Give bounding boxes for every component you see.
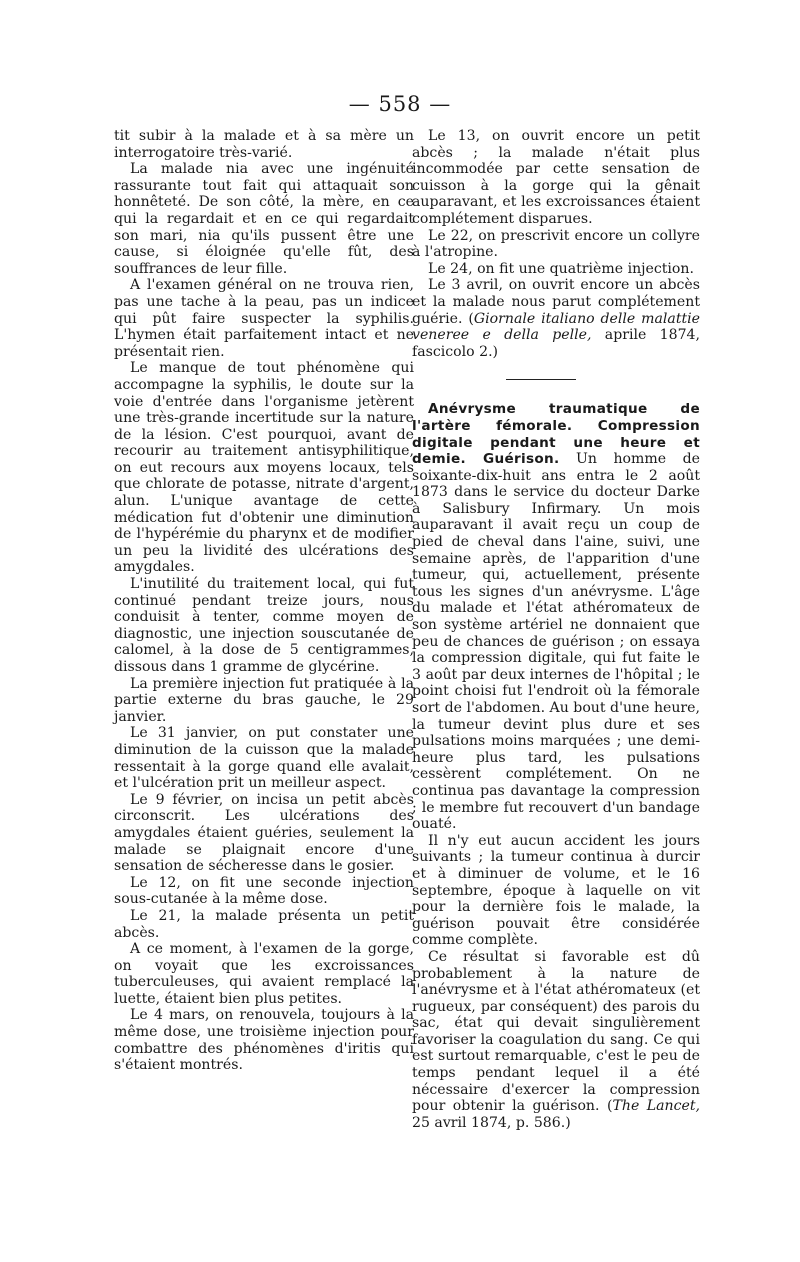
page-number: — 558 — [348, 92, 452, 116]
left-column [114, 128, 414, 1074]
paragraph: Il n'y eut aucun accident les jours suivants ; la tumeur continua à durcir et à diminuer de volume, et le 16 septembre, époque à laquelle on vit pour la dernière fois le malade, la guérison pouvait être considérée comme complète. [412, 832, 700, 949]
paragraph: L'inutilité du traitement local, qui fut continué pendant treize jours, nous conduisit à tenter, comme moyen de diagnostic, une injection souscutanée de calomel, à la dose de 5 centigrammes, dissous dans 1 gramme de glycérine. [114, 576, 414, 675]
paragraph-text: 25 avril 1874, p. 586.) [412, 1114, 571, 1131]
paragraph: Le 4 mars, on renouvela, toujours à la même dose, une troisième injection pour combattre des phénomènes d'iritis qui s'étaient montrés. [114, 1007, 414, 1074]
paragraph: Le manque de tout phénomène qui accompagne la syphilis, le doute sur la voie d'entrée dans l'organisme jetèrent une très-grande incertitude sur la nature de la lésion. C'est pourquoi, avant de recourir au traitement antisyphilitique, on eut recours aux moyens locaux, tels que chlorate de potasse, nitrate d'argent, alun. L'unique avantage de cette médication fut d'obtenir une diminution de l'hypérémie du pharynx et de modifier un peu la lividité des ulcérations des amygdales. [114, 360, 414, 576]
paragraph: La première injection fut pratiquée à la partie externe du bras gauche, le 29 janvier. [114, 675, 414, 725]
paragraph: Le 22, on prescrivit encore un collyre à l'atropine. [412, 227, 700, 261]
paragraph: Le 9 février, on incisa un petit abcès circonscrit. Les ulcérations des amygdales étaient guéries, seulement la malade se plaignait encore d'une sensation de sécheresse dans le gosier. [114, 791, 414, 875]
paragraph [412, 277, 700, 360]
source-citation: Giornale italiano delle malattie veneree e della pelle, [412, 310, 700, 344]
article-heading: Anévrysme traumatique de l'artère fémorale. Compression digitale pendant une heure et demie. Guérison. [412, 401, 700, 468]
paragraph-text: Le 3 avril, on ouvrit encore un abcès et la malade nous parut complétement guérie. ( [412, 277, 700, 327]
article-paragraph [412, 401, 700, 832]
paragraph: Le 31 janvier, on put constater une diminution de la cuisson que la malade ressentait à la gorge quand elle avalait, et l'ulcération prit un meilleur aspect. [114, 725, 414, 792]
paragraph: Le 12, on fit une seconde injection sous-cutanée à la même dose. [114, 874, 414, 908]
paragraph: A ce moment, à l'examen de la gorge, on voyait que les excroissances tuberculeuses, qui avaient remplacé la luette, étaient bien plus petites. [114, 941, 414, 1007]
paragraph-text: Ce résultat si favorable est dû probablement à la nature de l'anévrysme et à l'état athéromateux (et rugueux, par conséquent) des parois du sac, état qui devait singulièrement favoriser la coagulation du sang. Ce qui est surtout remarquable, c'est le peu de temps pendant lequel il a été nécessaire d'exercer la compression pour obtenir la guérison. ( [412, 948, 700, 1115]
paragraph [412, 949, 700, 1132]
paragraph-text: Un homme de soixante-dix-huit ans entra le 2 août 1873 dans le service du docteur Darke à Salisbury Infirmary. Un mois auparavant il avait reçu un coup de pied de cheval dans l'aine, suivi, une semaine après, de l'apparition d'une tumeur, qui, actuellement, présente tous les signes d'un anévrysme. L'âge du malade et l'état athéromateux de son système artériel ne donnaient que peu de chances de guérison ; on essaya la compression digitale, qui fut faite le 3 août par deux internes de l'hôpital ; le point choisi fut l'endroit où la fémorale sort de l'abdomen. Au bout d'une heure, la tumeur devint plus dure et ses pulsations moins marquées ; une demi-heure plus tard, les pulsations cessèrent complétement. On ne continua pas davantage la compression ; le membre fut recouvert d'un bandage ouaté. [412, 451, 700, 833]
paragraph: A l'examen général on ne trouva rien, pas une tache à la peau, pas un indice qui pût faire suspecter la syphilis. L'hymen était parfaitement intact et ne présentait rien. [114, 277, 414, 360]
paragraph: Le 21, la malade présenta un petit abcès. [114, 907, 414, 941]
paragraph: La malade nia avec une ingénuité rassurante tout fait qui attaquait son honnêteté. De son côté, la mère, en ce qui la regardait et en ce qui regardait son mari, nia qu'ils pussent être une cause, si éloignée qu'elle fût, des souffrances de leur fille. [114, 161, 414, 277]
section-separator [506, 379, 576, 380]
paragraph: Le 13, on ouvrit encore un petit abcès ; la malade n'était plus incommodée par cette sensation de cuisson à la gorge qui la gênait auparavant, et les excroissances étaient complétement disparues. [412, 128, 700, 227]
paragraph-text: aprile 1874, fascicolo 2.) [412, 327, 700, 360]
paragraph: tit subir à la malade et à sa mère un interrogatoire très-varié. [114, 128, 414, 161]
paragraph: Le 24, on fit une quatrième injection. [428, 260, 694, 277]
right-column [412, 128, 700, 1131]
source-citation: The Lancet, [612, 1098, 700, 1115]
